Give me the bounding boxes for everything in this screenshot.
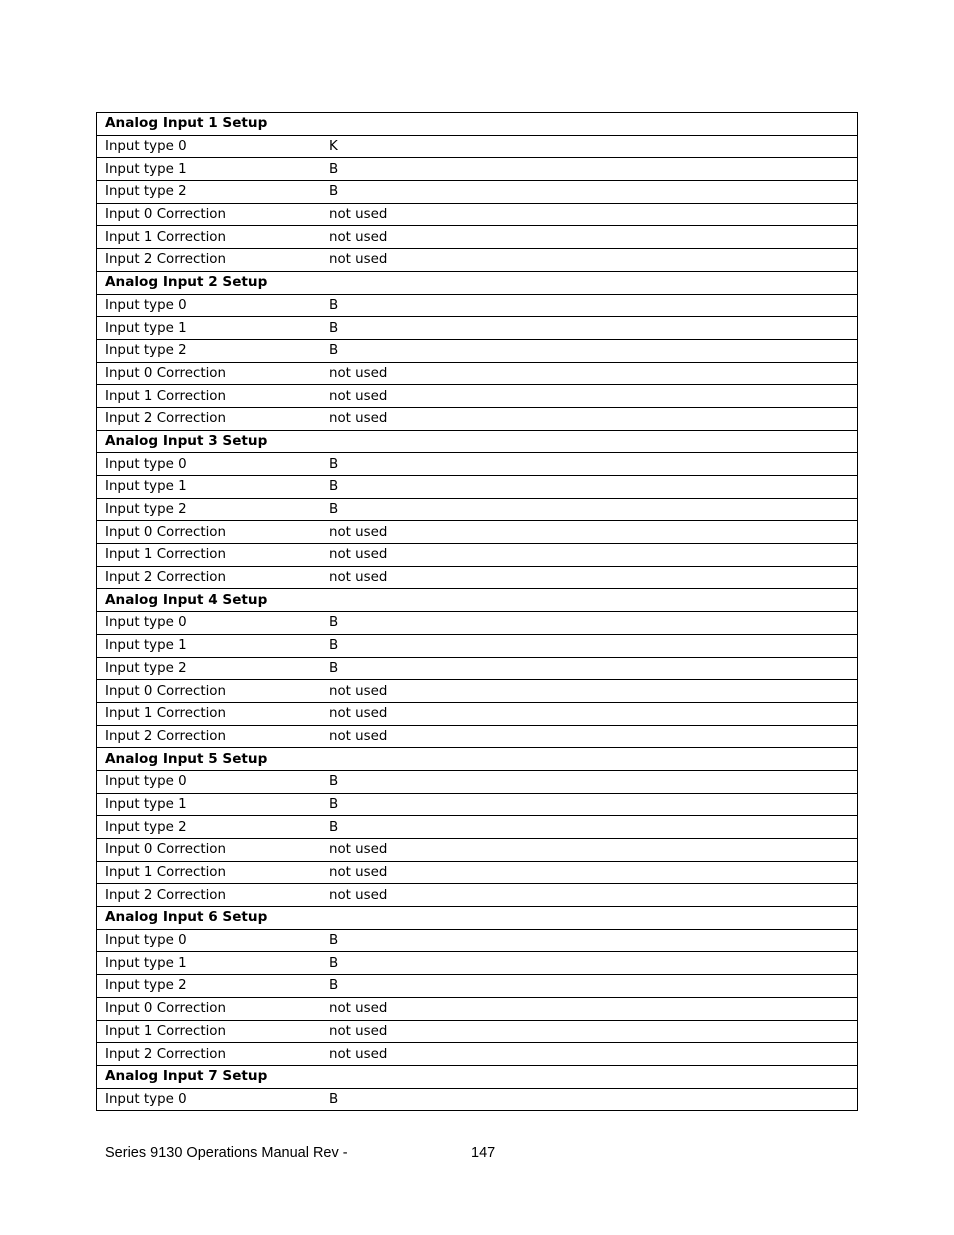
parameter-value: B [321,816,858,839]
section-header-row [97,271,858,294]
parameter-value: B [321,793,858,816]
parameter-value: not used [321,702,858,725]
table-row [97,135,858,158]
parameter-value: B [321,339,858,362]
section-title-spacer [321,589,858,612]
footer-page-number: 147 [471,1145,496,1161]
parameter-value: K [321,135,858,158]
parameter-label: Input 0 Correction [97,362,322,385]
parameter-value: not used [321,385,858,408]
parameter-label: Input type 2 [97,975,322,998]
parameter-label: Input type 0 [97,612,322,635]
table-row [97,453,858,476]
section-title-spacer [321,907,858,930]
table-row [97,702,858,725]
parameter-value: B [321,952,858,975]
parameter-label: Input type 0 [97,135,322,158]
table-row [97,816,858,839]
section-title: Analog Input 6 Setup [97,907,322,930]
parameter-value: B [321,453,858,476]
section-title-spacer [321,271,858,294]
table-row [97,498,858,521]
parameter-value: B [321,294,858,317]
table-row [97,725,858,748]
table-row [97,566,858,589]
parameter-value: B [321,657,858,680]
section-title-spacer [321,748,858,771]
parameter-label: Input 0 Correction [97,839,322,862]
parameter-value: not used [321,544,858,567]
parameter-label: Input type 2 [97,339,322,362]
parameter-value: not used [321,861,858,884]
parameter-value: B [321,929,858,952]
table-row [97,294,858,317]
table-row [97,634,858,657]
table-row [97,657,858,680]
parameter-label: Input 2 Correction [97,249,322,272]
parameter-value: not used [321,680,858,703]
parameter-label: Input 1 Correction [97,861,322,884]
parameter-label: Input 2 Correction [97,407,322,430]
table-row [97,1020,858,1043]
table-row [97,793,858,816]
table-row [97,1043,858,1066]
parameter-value: not used [321,1020,858,1043]
parameter-label: Input 0 Correction [97,680,322,703]
table-row [97,226,858,249]
section-title-spacer [321,1065,858,1088]
parameter-label: Input 0 Correction [97,521,322,544]
parameter-label: Input type 0 [97,770,322,793]
table-row [97,317,858,340]
parameter-label: Input type 1 [97,793,322,816]
section-title-spacer [321,113,858,136]
parameter-value: B [321,770,858,793]
section-header-row [97,113,858,136]
section-title: Analog Input 3 Setup [97,430,322,453]
table-row [97,362,858,385]
analog-input-setup-table [96,112,858,1111]
table-row [97,884,858,907]
parameter-value: B [321,1088,858,1111]
parameter-label: Input type 0 [97,929,322,952]
parameter-value: not used [321,1043,858,1066]
parameter-value: not used [321,362,858,385]
section-header-row [97,430,858,453]
parameter-label: Input 0 Correction [97,203,322,226]
table-row [97,544,858,567]
section-title: Analog Input 7 Setup [97,1065,322,1088]
parameter-value: B [321,476,858,499]
section-title-spacer [321,430,858,453]
section-header-row [97,748,858,771]
parameter-value: B [321,975,858,998]
parameter-label: Input 2 Correction [97,566,322,589]
parameter-label: Input type 2 [97,657,322,680]
parameter-label: Input 2 Correction [97,884,322,907]
table-row [97,680,858,703]
table-row [97,385,858,408]
table-row [97,839,858,862]
table-row [97,249,858,272]
parameter-label: Input type 0 [97,1088,322,1111]
parameter-label: Input type 1 [97,952,322,975]
parameter-value: B [321,317,858,340]
section-header-row [97,589,858,612]
parameter-label: Input 1 Correction [97,226,322,249]
parameter-value: not used [321,249,858,272]
parameter-value: B [321,158,858,181]
table-row [97,339,858,362]
parameter-label: Input type 2 [97,181,322,204]
parameter-label: Input 1 Correction [97,1020,322,1043]
footer-manual-title: Series 9130 Operations Manual Rev - [105,1145,348,1161]
table-body [97,113,858,1111]
table-row [97,612,858,635]
parameter-label: Input 2 Correction [97,1043,322,1066]
parameter-value: B [321,612,858,635]
parameter-value: not used [321,203,858,226]
parameter-label: Input type 1 [97,317,322,340]
parameter-label: Input type 2 [97,816,322,839]
parameter-label: Input 2 Correction [97,725,322,748]
parameter-value: not used [321,226,858,249]
parameter-label: Input 0 Correction [97,997,322,1020]
parameter-label: Input type 2 [97,498,322,521]
parameter-value: B [321,498,858,521]
parameter-value: not used [321,566,858,589]
parameter-label: Input type 1 [97,476,322,499]
parameter-value: B [321,634,858,657]
parameter-label: Input type 1 [97,158,322,181]
table-row [97,997,858,1020]
table-row [97,770,858,793]
table-row [97,476,858,499]
table-row [97,929,858,952]
table-row [97,861,858,884]
parameter-label: Input type 0 [97,294,322,317]
table-row [97,1088,858,1111]
section-header-row [97,1065,858,1088]
table-row [97,975,858,998]
parameter-value: not used [321,884,858,907]
parameter-label: Input type 1 [97,634,322,657]
section-title: Analog Input 2 Setup [97,271,322,294]
parameter-label: Input 1 Correction [97,702,322,725]
table-row [97,521,858,544]
parameter-label: Input 1 Correction [97,385,322,408]
table-row [97,181,858,204]
section-header-row [97,907,858,930]
parameter-label: Input type 0 [97,453,322,476]
parameter-value: not used [321,725,858,748]
parameter-value: not used [321,997,858,1020]
section-title: Analog Input 1 Setup [97,113,322,136]
parameter-label: Input 1 Correction [97,544,322,567]
parameter-value: B [321,181,858,204]
table-row [97,158,858,181]
table-row [97,952,858,975]
section-title: Analog Input 5 Setup [97,748,322,771]
table-row [97,407,858,430]
section-title: Analog Input 4 Setup [97,589,322,612]
table-row [97,203,858,226]
parameter-value: not used [321,521,858,544]
parameter-value: not used [321,407,858,430]
parameter-value: not used [321,839,858,862]
